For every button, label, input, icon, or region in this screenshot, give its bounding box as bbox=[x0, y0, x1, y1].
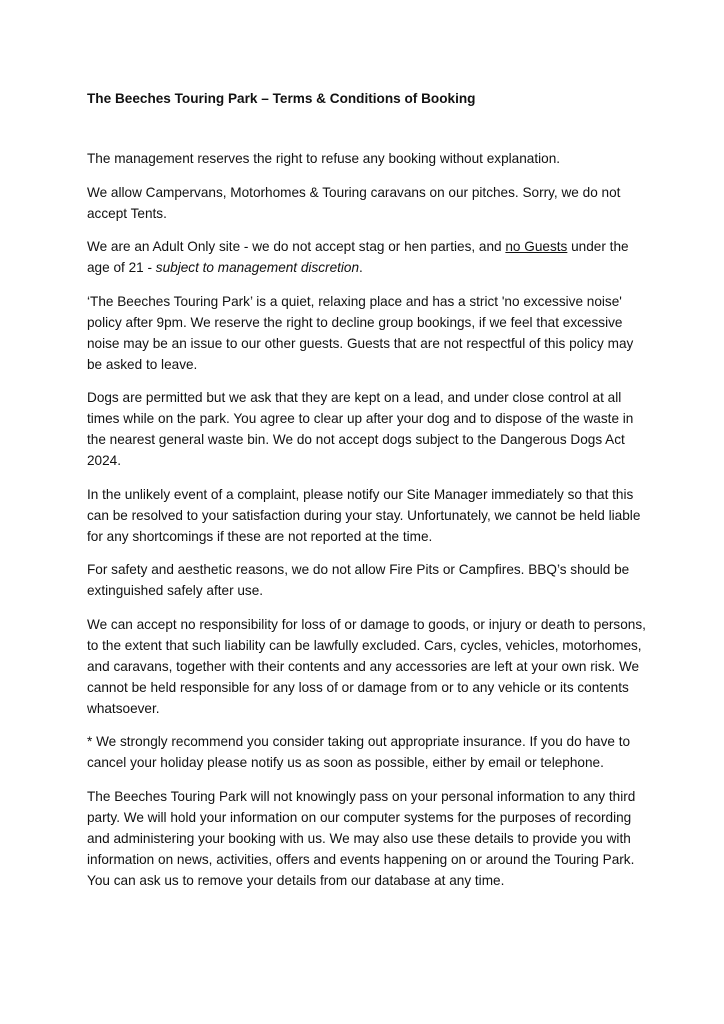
paragraph-refuse-booking: The management reserves the right to refuse any booking without explanation. bbox=[87, 151, 561, 166]
paragraph-personal-information: The Beeches Touring Park will not knowingly pass on your personal information to any third party. We will hold your information on our computer systems for the purposes of recording and administering your booking with us. We may also use these details to provide you with information on news, activities, offers and events happening on or around the Touring Park. You can ask us to remove your details from our database at any time. bbox=[87, 788, 636, 888]
document-page bbox=[87, 90, 647, 903]
paragraph-adult-only bbox=[87, 236, 647, 278]
paragraph-liability: We can accept no responsibility for loss of or damage to goods, or injury or death to persons, to the extent that such liability can be lawfully excluded. Cars, cycles, vehicles, motorhomes, and caravans, together with their contents and any accessories are left at your own risk. We cannot be held responsible for any loss of or damage from or to any vehicle or its contents whatsoever. bbox=[87, 616, 646, 716]
no-guests-underlined: no Guests bbox=[505, 239, 568, 254]
adult-only-text-before: We are an Adult Only site - we do not accept stag or hen parties, and bbox=[87, 239, 506, 254]
paragraph-complaints: In the unlikely event of a complaint, please notify our Site Manager immediately so that this can be resolved to your satisfaction during your stay. Unfortunately, we cannot be held liable for any shortcomings if these are not reported at the time. bbox=[87, 486, 641, 544]
document-title: The Beeches Touring Park – Terms & Conditions of Booking bbox=[87, 91, 476, 106]
management-discretion-italic: subject to management discretion bbox=[155, 260, 360, 275]
paragraph-insurance: * We strongly recommend you consider taking out appropriate insurance. If you do have to cancel your holiday please notify us as soon as possible, either by email or telephone. bbox=[87, 734, 631, 770]
paragraph-fire-pits: For safety and aesthetic reasons, we do not allow Fire Pits or Campfires. BBQ’s should be extinguished safely after use. bbox=[87, 562, 630, 598]
paragraph-noise-policy: ‘The Beeches Touring Park’ is a quiet, relaxing place and has a strict 'no excessive noise' policy after 9pm. We reserve the right to decline group bookings, if we feel that excessive noise may be an issue to our other guests. Guests that are not respectful of this policy may be asked to leave. bbox=[87, 293, 634, 372]
paragraph-dogs: Dogs are permitted but we ask that they are kept on a lead, and under close control at all times while on the park. You agree to clear up after your dog and to dispose of the waste in the nearest general waste bin. We do not accept dogs subject to the Dangerous Dogs Act 2024. bbox=[87, 390, 634, 468]
adult-only-text-after: . bbox=[359, 260, 363, 275]
adult-only-text-middle: under the age of 21 - bbox=[87, 239, 629, 275]
paragraph-vehicle-types: We allow Campervans, Motorhomes & Touring caravans on our pitches. Sorry, we do not accept Tents. bbox=[87, 184, 621, 221]
